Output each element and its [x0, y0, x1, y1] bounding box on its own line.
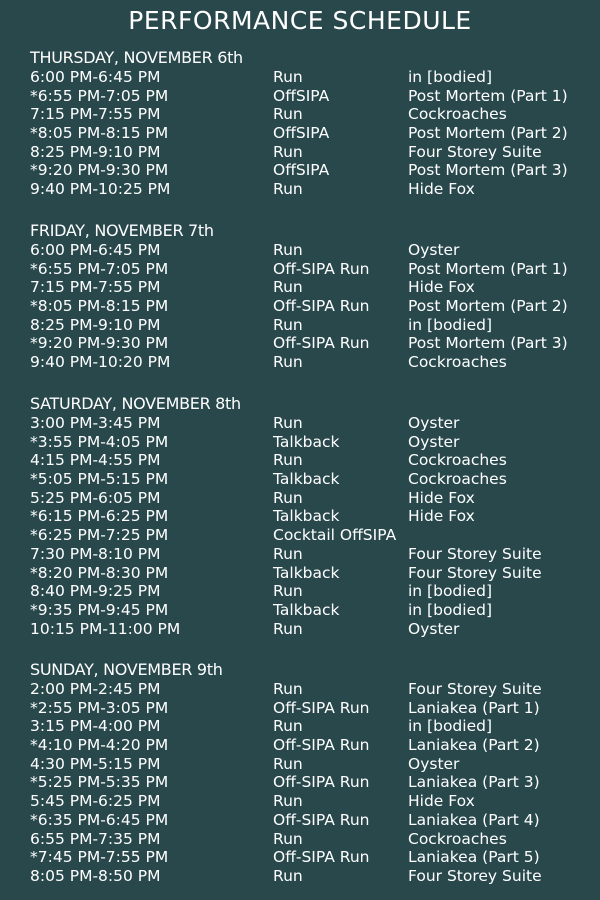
show-cell: Hide Fox [408, 792, 475, 811]
show-cell: Four Storey Suite [408, 866, 542, 885]
type-cell: Off-SIPA Run [273, 773, 370, 792]
time-cell: *9:35 PM-9:45 PM [30, 600, 169, 619]
time-cell: 8:25 PM-9:10 PM [30, 142, 161, 161]
schedule-row [0, 811, 600, 830]
time-cell: 8:40 PM-9:25 PM [30, 582, 161, 601]
show-cell: in [bodied] [408, 315, 492, 334]
show-cell: Four Storey Suite [408, 680, 542, 698]
type-cell: Run [273, 619, 303, 638]
type-cell: OffSIPA [273, 161, 330, 180]
schedule-row [0, 717, 600, 736]
time-cell: 7:15 PM-7:55 PM [30, 278, 161, 297]
schedule-row [0, 105, 600, 124]
type-cell: Run [273, 451, 303, 470]
schedule-row [0, 526, 600, 545]
schedule-row [0, 433, 600, 452]
show-cell: Hide Fox [408, 488, 475, 507]
time-cell: 5:45 PM-6:25 PM [30, 792, 161, 811]
show-cell: Cockroaches [408, 829, 507, 848]
time-cell: *8:05 PM-8:15 PM [30, 124, 169, 143]
time-cell: *7:45 PM-7:55 PM [30, 848, 169, 867]
type-cell: Run [273, 241, 303, 259]
day-header: FRIDAY, NOVEMBER 7th [30, 221, 214, 240]
show-cell: in [bodied] [408, 717, 492, 736]
show-cell: Post Mortem (Part 2) [408, 124, 568, 143]
show-cell: Laniakea (Part 3) [408, 773, 540, 792]
time-cell: *3:55 PM-4:05 PM [30, 432, 169, 451]
day-header: SUNDAY, NOVEMBER 9th [30, 660, 223, 679]
show-cell: Laniakea (Part 5) [408, 848, 540, 867]
time-cell: 8:05 PM-8:50 PM [30, 866, 161, 885]
schedule-row [0, 143, 600, 162]
type-cell: Talkback [273, 432, 340, 451]
show-cell: Post Mortem (Part 3) [408, 161, 568, 180]
page-title: PERFORMANCE SCHEDULE [128, 6, 472, 35]
show-cell: Oyster [408, 619, 460, 638]
type-cell: Talkback [273, 563, 340, 582]
schedule-row [0, 353, 600, 372]
type-cell: Run [273, 829, 303, 848]
show-cell: in [bodied] [408, 68, 492, 86]
time-cell: *9:20 PM-9:30 PM [30, 161, 169, 180]
schedule-row [0, 601, 600, 620]
time-cell: *2:55 PM-3:05 PM [30, 698, 169, 717]
type-cell: Run [273, 278, 303, 297]
time-cell: *8:05 PM-8:15 PM [30, 297, 169, 316]
type-cell: Run [273, 754, 303, 773]
time-cell: *6:25 PM-7:25 PM [30, 526, 169, 545]
time-cell: 2:00 PM-2:45 PM [30, 680, 161, 698]
time-cell: 9:40 PM-10:25 PM [30, 180, 171, 199]
type-cell: Off-SIPA Run [273, 334, 370, 353]
show-cell: Oyster [408, 414, 460, 432]
schedule-row [0, 334, 600, 353]
show-cell: Hide Fox [408, 278, 475, 297]
type-cell: Run [273, 544, 303, 563]
schedule-row [0, 161, 600, 180]
show-cell: Cockroaches [408, 451, 507, 470]
type-cell: Off-SIPA Run [273, 698, 370, 717]
time-cell: *8:20 PM-8:30 PM [30, 563, 169, 582]
time-cell: *6:15 PM-6:25 PM [30, 507, 169, 526]
show-cell: Four Storey Suite [408, 544, 542, 563]
time-cell: 9:40 PM-10:20 PM [30, 353, 171, 372]
show-cell: in [bodied] [408, 582, 492, 601]
type-cell: Run [273, 680, 303, 698]
schedule-list [0, 241, 600, 372]
day-header: SATURDAY, NOVEMBER 8th [30, 394, 241, 413]
schedule-row [0, 278, 600, 297]
time-cell: 7:30 PM-8:10 PM [30, 544, 161, 563]
type-cell: Off-SIPA Run [273, 848, 370, 867]
time-cell: 3:00 PM-3:45 PM [30, 414, 161, 432]
show-cell: Hide Fox [408, 507, 475, 526]
show-cell: Cockroaches [408, 105, 507, 124]
show-cell: Laniakea (Part 1) [408, 698, 540, 717]
type-cell: Off-SIPA Run [273, 736, 370, 755]
show-cell: Four Storey Suite [408, 142, 542, 161]
schedule-row [0, 545, 600, 564]
show-cell: Hide Fox [408, 180, 475, 199]
type-cell: Off-SIPA Run [273, 297, 370, 316]
schedule-row [0, 582, 600, 601]
time-cell: 4:30 PM-5:15 PM [30, 754, 161, 773]
schedule-row [0, 180, 600, 199]
schedule-list [0, 680, 600, 886]
schedule-list [0, 68, 600, 199]
type-cell: Run [273, 866, 303, 885]
schedule-row [0, 867, 600, 886]
time-cell: 10:15 PM-11:00 PM [30, 619, 181, 638]
type-cell: Run [273, 105, 303, 124]
show-cell: Cockroaches [408, 353, 507, 372]
type-cell: Run [273, 488, 303, 507]
schedule-row [0, 241, 600, 260]
show-cell: Oyster [408, 241, 460, 259]
schedule-row [0, 316, 600, 335]
show-cell: Oyster [408, 754, 460, 773]
time-cell: 6:55 PM-7:35 PM [30, 829, 161, 848]
schedule-row [0, 620, 600, 639]
type-cell: Run [273, 68, 303, 86]
type-cell: Run [273, 792, 303, 811]
schedule-row [0, 830, 600, 849]
schedule-row [0, 297, 600, 316]
schedule-row [0, 755, 600, 774]
time-cell: *6:55 PM-7:05 PM [30, 86, 169, 105]
type-cell: Off-SIPA Run [273, 259, 370, 278]
schedule-row [0, 564, 600, 583]
time-cell: 3:15 PM-4:00 PM [30, 717, 161, 736]
time-cell: 8:25 PM-9:10 PM [30, 315, 161, 334]
schedule-row [0, 451, 600, 470]
day-header: THURSDAY, NOVEMBER 6th [30, 48, 243, 67]
time-cell: *6:55 PM-7:05 PM [30, 259, 169, 278]
type-cell: Run [273, 142, 303, 161]
time-cell: *5:25 PM-5:35 PM [30, 773, 169, 792]
type-cell: OffSIPA [273, 124, 330, 143]
time-cell: 6:00 PM-6:45 PM [30, 241, 161, 259]
schedule-row [0, 260, 600, 279]
schedule-row [0, 792, 600, 811]
schedule-row [0, 124, 600, 143]
type-cell: Run [273, 315, 303, 334]
time-cell: *4:10 PM-4:20 PM [30, 736, 169, 755]
show-cell: Cockroaches [408, 470, 507, 489]
show-cell: Post Mortem (Part 3) [408, 334, 568, 353]
time-cell: *5:05 PM-5:15 PM [30, 470, 169, 489]
schedule-list [0, 414, 600, 638]
show-cell: Laniakea (Part 2) [408, 736, 540, 755]
type-cell: Talkback [273, 507, 340, 526]
show-cell: Post Mortem (Part 1) [408, 86, 568, 105]
show-cell: Four Storey Suite [408, 563, 542, 582]
time-cell: *9:20 PM-9:30 PM [30, 334, 169, 353]
schedule-row [0, 773, 600, 792]
schedule-row [0, 470, 600, 489]
time-cell: *6:35 PM-6:45 PM [30, 810, 169, 829]
time-cell: 6:00 PM-6:45 PM [30, 68, 161, 86]
schedule-row [0, 848, 600, 867]
type-cell: Run [273, 180, 303, 199]
show-cell: Oyster [408, 432, 460, 451]
show-cell: Laniakea (Part 4) [408, 810, 540, 829]
schedule-row [0, 414, 600, 433]
show-cell: in [bodied] [408, 600, 492, 619]
time-cell: 4:15 PM-4:55 PM [30, 451, 161, 470]
type-cell: Talkback [273, 470, 340, 489]
schedule-row [0, 699, 600, 718]
time-cell: 7:15 PM-7:55 PM [30, 105, 161, 124]
schedule-row [0, 507, 600, 526]
type-cell: Off-SIPA Run [273, 810, 370, 829]
schedule-row [0, 680, 600, 699]
schedule-row [0, 489, 600, 508]
time-cell: 5:25 PM-6:05 PM [30, 488, 161, 507]
show-cell: Post Mortem (Part 2) [408, 297, 568, 316]
type-cell: Run [273, 582, 303, 601]
type-cell: Cocktail OffSIPA [273, 526, 397, 545]
schedule-row [0, 736, 600, 755]
type-cell: Run [273, 414, 303, 432]
type-cell: OffSIPA [273, 86, 330, 105]
show-cell: Post Mortem (Part 1) [408, 259, 568, 278]
type-cell: Run [273, 717, 303, 736]
type-cell: Run [273, 353, 303, 372]
type-cell: Talkback [273, 600, 340, 619]
schedule-row [0, 87, 600, 106]
schedule-row [0, 68, 600, 87]
